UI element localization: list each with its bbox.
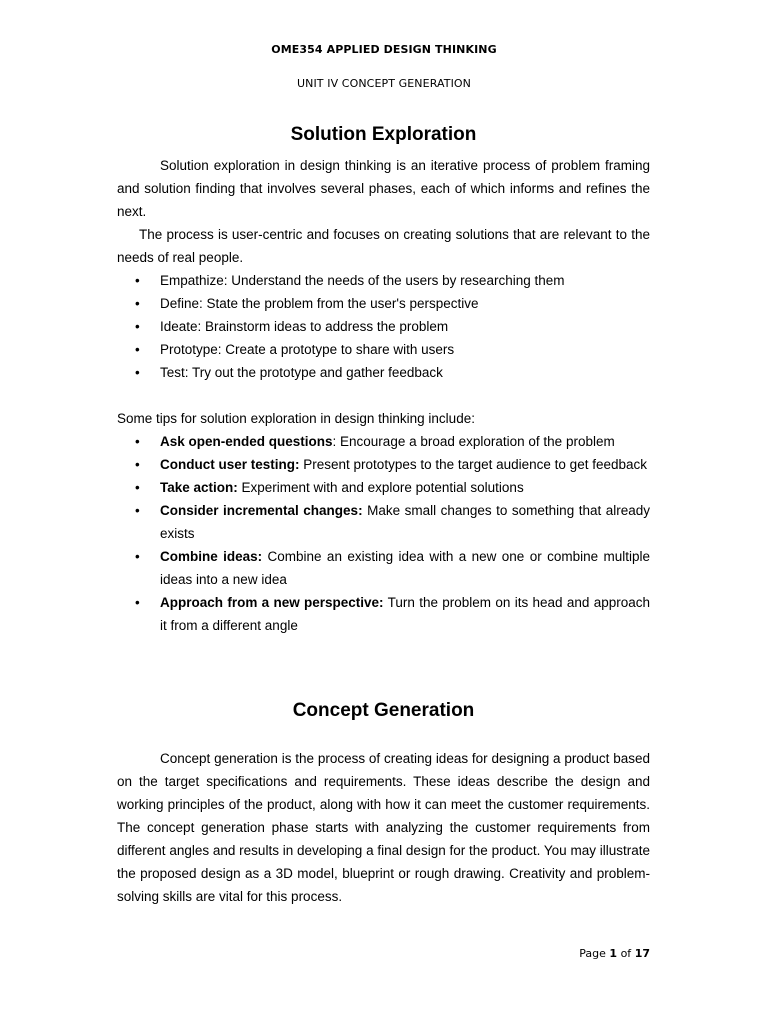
list-item: [117, 476, 650, 499]
tip-term: Approach from a new perspective:: [160, 595, 384, 610]
concept-paragraph: Concept generation is the process of creating ideas for designing a product based on the target specifications and requirements. These ideas describe the design and working principles of the product, along with how it can meet the customer requirements. The concept generation phase starts with analyzing the customer requirements from different angles and results in developing a final design for the product. You may illustrate the proposed design as a 3D model, blueprint or rough drawing. Creativity and problem-solving skills are vital for this process.: [117, 751, 650, 904]
bullet-icon: •: [135, 296, 140, 311]
solution-exploration-title: Solution Exploration: [290, 124, 477, 145]
bullet-icon: •: [135, 319, 140, 334]
tip-term: Take action:: [160, 480, 238, 495]
concept-generation-title: Concept Generation: [292, 700, 475, 721]
list-item: [117, 499, 650, 545]
tip-term: Ask open-ended questions: [160, 434, 333, 449]
tips-list: [117, 430, 650, 637]
page-content: [117, 122, 650, 908]
tip-text: : Encourage a broad exploration of the problem: [332, 434, 615, 449]
unit-header: UNIT IV CONCEPT GENERATION: [296, 77, 472, 90]
page-label: Page: [579, 947, 606, 960]
list-item: [117, 545, 650, 591]
list-item: • Empathize: Understand the needs of the users by researching them: [117, 269, 650, 292]
tip-term: Consider incremental changes:: [160, 503, 363, 518]
tips-intro: Some tips for solution exploration in design thinking include:: [117, 411, 475, 426]
bullet-icon: •: [135, 273, 140, 288]
list-item: [117, 453, 650, 476]
bullet-icon: •: [135, 342, 140, 357]
bullet-icon: •: [135, 365, 140, 380]
list-item: • Prototype: Create a prototype to share with users: [117, 338, 650, 361]
page-total: 17: [634, 947, 650, 960]
bullet-icon: •: [135, 549, 140, 564]
bullet-icon: •: [135, 503, 140, 518]
bullet-icon: •: [135, 457, 140, 472]
bullet-icon: •: [135, 595, 140, 610]
tip-text: Experiment with and explore potential solutions: [237, 480, 524, 495]
of-label: of: [620, 947, 632, 960]
tip-text: Combine an existing idea with a new one or combine multiple ideas into a new idea: [160, 549, 650, 587]
tip-text: Present prototypes to the target audience to get feedback: [299, 457, 647, 472]
list-item: • Test: Try out the prototype and gather feedback: [117, 361, 650, 384]
tip-term: Combine ideas:: [160, 549, 263, 564]
course-header: OME354 APPLIED DESIGN THINKING: [271, 43, 497, 56]
solution-process-paragraph: The process is user-centric and focuses on creating solutions that are relevant to the needs of real people.: [117, 227, 650, 265]
phases-list: [117, 269, 650, 384]
list-item: • Define: State the problem from the user's perspective: [117, 292, 650, 315]
solution-intro-paragraph: Solution exploration in design thinking is an iterative process of problem framing and solution finding that involves several phases, each of which informs and refines the next.: [117, 158, 650, 219]
tip-text: Make small changes to something that already exists: [160, 503, 651, 541]
bullet-icon: •: [135, 434, 140, 449]
list-item: • Ideate: Brainstorm ideas to address the problem: [117, 315, 650, 338]
list-item: [117, 591, 650, 637]
bullet-icon: •: [135, 480, 140, 495]
page-footer: [579, 947, 650, 960]
page-number: 1: [609, 947, 618, 960]
list-item: [117, 430, 650, 453]
tip-term: Conduct user testing:: [160, 457, 300, 472]
tip-text: Turn the problem on its head and approach it from a different angle: [160, 595, 650, 633]
